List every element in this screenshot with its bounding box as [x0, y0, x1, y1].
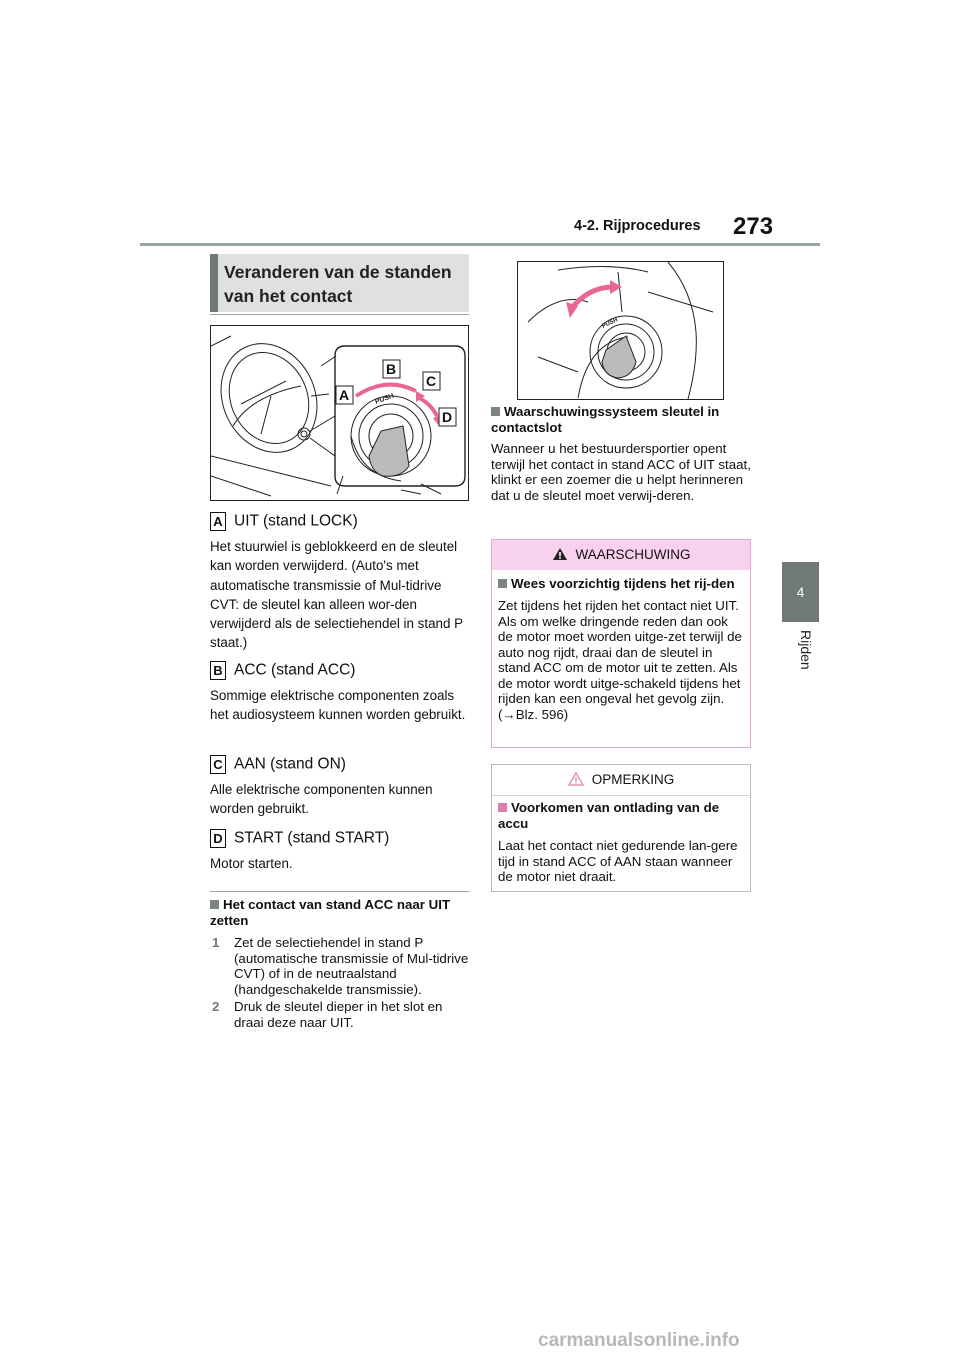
step-2 [212, 999, 474, 1033]
callout-b: B [386, 361, 397, 377]
section-title: Veranderen van de standen van het contact [224, 262, 452, 306]
section-name: 4-2. Rijprocedures [574, 218, 701, 234]
warning-box-header [492, 540, 750, 570]
position-b-letter: B [210, 661, 226, 680]
position-d-title [210, 829, 470, 848]
caution-triangle-icon [568, 772, 584, 786]
step-2-number: 2 [212, 999, 220, 1014]
note-box-title: OPMERKING [591, 772, 675, 787]
callout-d: D [442, 409, 453, 425]
warning-box-heading: Wees voorzichtig tijdens het rij-den [498, 576, 744, 592]
warning-triangle-icon [552, 547, 568, 561]
key-warning-heading: Waarschuwingssysteem sleutel in contactslot [491, 404, 720, 435]
chapter-label: Rijden [798, 630, 814, 670]
section-header-bar [210, 254, 218, 312]
callout-c: C [426, 373, 437, 389]
heading-square-icon [210, 900, 219, 909]
section-header [210, 254, 469, 312]
push-ring-label-2: PUSH [601, 317, 619, 330]
heading-square-icon [498, 579, 507, 588]
position-b-label: ACC (stand ACC) [234, 661, 356, 679]
note-box-text: Laat het contact niet gedurende lan-gere tijd in stand ACC of AAN staan wanneer de motor niet draait. [498, 838, 738, 884]
push-ring-label-1: PUSH [374, 392, 395, 406]
chapter-tab[interactable]: 4 [782, 562, 819, 622]
footer-watermark[interactable]: carmanualsonline.info [538, 1330, 740, 1351]
note-box-header [492, 765, 750, 796]
position-c-description: Alle elektrische componenten kunnen worden gebruikt. [210, 782, 433, 817]
step-2-text: Druk de sleutel dieper in het slot en draai deze naar UIT. [234, 999, 443, 1030]
position-d-letter: D [210, 829, 226, 848]
note-box-body [492, 800, 750, 885]
position-a-letter: A [210, 512, 226, 531]
note-box-heading: Voorkomen van ontlading van de accu [498, 800, 720, 831]
position-c-letter: C [210, 755, 226, 774]
warning-box-title: WAARSCHUWING [575, 547, 691, 562]
ignition-dashboard-figure [210, 325, 469, 501]
subsection-rule [210, 891, 469, 892]
position-b-title [210, 661, 470, 680]
page-number: 273 [733, 213, 774, 240]
warning-box [491, 539, 751, 748]
section-underline [210, 314, 469, 315]
ignition-dashboard-drawing [211, 326, 468, 500]
position-a-title [210, 512, 470, 531]
step-1-number: 1 [212, 935, 220, 950]
position-a-description: Het stuurwiel is geblokkeerd en de sleutel kan worden verwijderd. (Auto's met automatische transmissie of Mul-tidrive CVT: de sleutel kan alleen wor-den verwijderd als de selectiehendel in stand P staat.) [210, 539, 463, 651]
position-d-description: Motor starten. [210, 856, 293, 871]
heading-square-icon [498, 803, 507, 812]
step-1 [212, 935, 474, 997]
warning-box-body [492, 576, 750, 722]
acc-to-off-heading: Het contact van stand ACC naar UIT zetten [210, 897, 451, 928]
warning-box-text: Zet tijdens het rijden het contact niet UIT. Als om welke dringende reden dan ook de motor moet worden uitge-zet terwijl de auto nog rijdt, draai dan de sleutel in stand ACC om de motor uit te zetten. Als de motor wordt uitge-schakeld tijdens het rijden kan een ongeval het gevolg zijn. (→Blz. 596) [498, 598, 742, 722]
ignition-key-figure [517, 261, 724, 400]
key-warning-text: Wanneer u het bestuurdersportier opent terwijl het contact in stand ACC of UIT staat, klinkt er een zoemer die u helpt herinneren dat u de sleutel moet verwij-deren. [491, 441, 751, 503]
position-b-description: Sommige elektrische componenten zoals het audiosysteem kunnen worden gebruikt. [210, 688, 466, 723]
position-c-label: AAN (stand ON) [234, 755, 346, 773]
position-d-label: START (stand START) [234, 829, 390, 847]
header-rule [140, 243, 820, 246]
note-box [491, 764, 751, 892]
step-1-text: Zet de selectiehendel in stand P (automatische transmissie of Mul-tidrive CVT) of in de neutraalstand (handgeschakelde transmissie). [234, 935, 469, 997]
heading-square-icon [491, 407, 500, 416]
ignition-key-drawing [518, 262, 723, 399]
position-a-label: UIT (stand LOCK) [234, 512, 358, 530]
position-c-title [210, 755, 470, 774]
callout-a: A [339, 387, 350, 403]
